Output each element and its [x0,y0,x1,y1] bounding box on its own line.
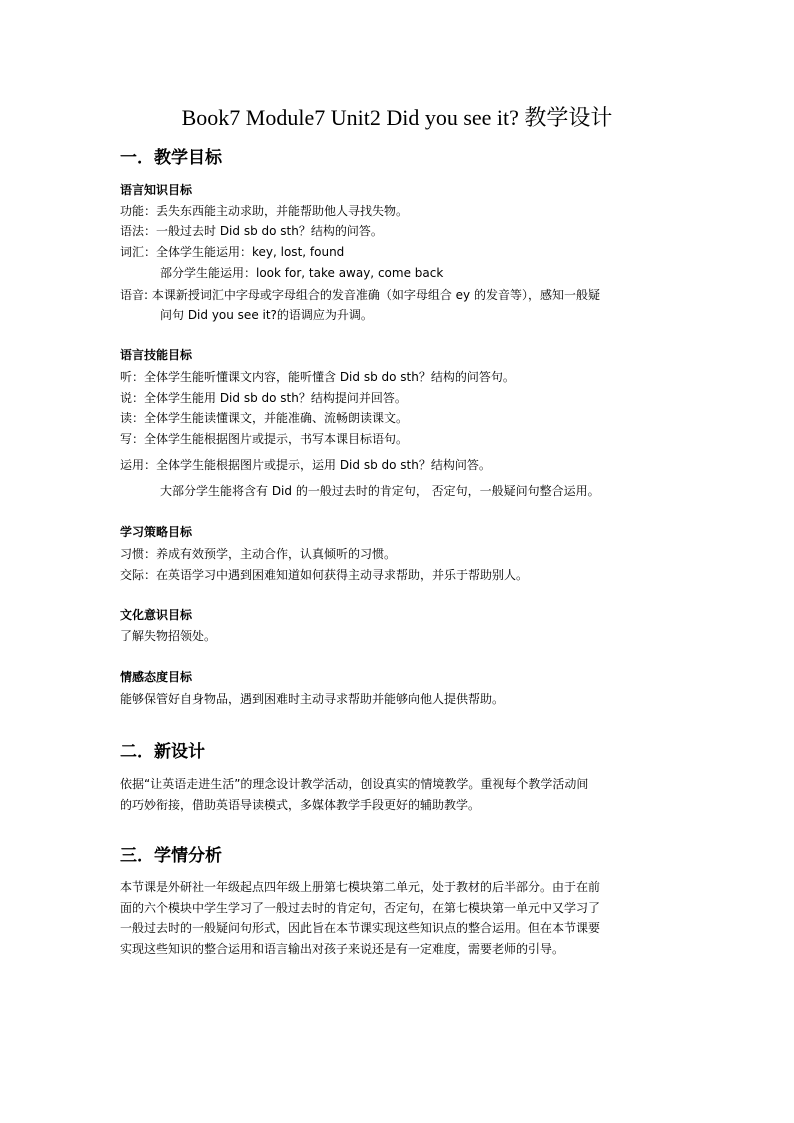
skill-reading: 读：全体学生能读懂课文，并能准确、流畅朗读课文。 [120,411,409,425]
analysis-line-3: 一般过去时的一般疑问句形式，因此旨在本节课实现这些知识点的整合运用。但在本节课要 [120,921,601,935]
analysis-line-2: 面的六个模块中学生学习了一般过去时的肯定句，否定句，在第七模块第一单元中又学习了 [120,900,601,915]
section-heading-design: 二．新设计 [120,742,205,762]
strategy-habit: 习惯：养成有效预学，主动合作，认真倾听的习惯。 [120,547,397,561]
section-heading-analysis: 三．学情分析 [120,846,222,866]
subheading-skills: 语言技能目标 [120,348,193,362]
culture-line: 了解失物招领处。 [120,629,217,643]
knowledge-function: 功能：丢失东西能主动求助，并能帮助他人寻找失物。 [120,204,409,218]
subheading-culture: 文化意识目标 [120,608,193,622]
analysis-line-1: 本节课是外研社一年级起点四年级上册第七模块第二单元，处于教材的后半部分。由于在前 [120,880,601,894]
knowledge-vocabulary: 词汇：全体学生能运用：key, lost, found [120,245,345,259]
design-line-2: 的巧妙衔接，借助英语导读模式，多媒体教学手段更好的辅助教学。 [120,797,481,812]
analysis-paragraph [120,877,676,959]
design-line-1: 依据“让英语走进生活”的理念设计教学活动，创设真实的情境教学。重视每个教学活动间 [120,777,589,791]
skill-application: 运用：全体学生能根据图片或提示，运用 Did sb do sth？结构问答。 [120,458,491,472]
subheading-knowledge: 语言知识目标 [120,183,193,197]
skill-writing: 写：全体学生能根据图片或提示，书写本课目标语句。 [120,432,409,446]
subheading-emotion: 情感态度目标 [120,670,193,684]
analysis-line-4: 实现这些知识的整合运用和语言输出对孩子来说还是有一定难度，需要老师的引导。 [120,941,565,956]
emotion-line: 能够保管好自身物品，遇到困难时主动寻求帮助并能够向他人提供帮助。 [120,692,505,706]
subheading-strategy: 学习策略目标 [120,525,193,539]
document-title: Book7 Module7 Unit2 Did you see it? 教学设计 [181,105,613,130]
strategy-communication: 交际：在英语学习中遇到困难知道如何获得主动寻求帮助，并乐于帮助别人。 [120,568,529,582]
skill-speaking: 说：全体学生能用 Did sb do sth？结构提问并回答。 [120,391,407,405]
section-heading-objectives: 一．教学目标 [120,148,222,168]
skill-application-cont: 大部分学生能将含有 Did 的一般过去时的肯定句， 否定句，一般疑问句整合运用。 [160,484,600,498]
knowledge-phonetics-cont: 问句 Did you see it?的语调应为升调。 [160,308,373,322]
knowledge-vocabulary-partial: 部分学生能运用：look for, take away, come back [160,266,444,280]
design-paragraph [120,774,676,815]
knowledge-grammar: 语法：一般过去时 Did sb do sth？结构的问答。 [120,224,383,238]
knowledge-phonetics: 语音: 本课新授词汇中字母或字母组合的发音准确（如字母组合 ey 的发音等），感知一般疑 [120,288,600,302]
skill-listening: 听：全体学生能听懂课文内容，能听懂含 Did sb do sth？结构的问答句。 [120,370,515,384]
